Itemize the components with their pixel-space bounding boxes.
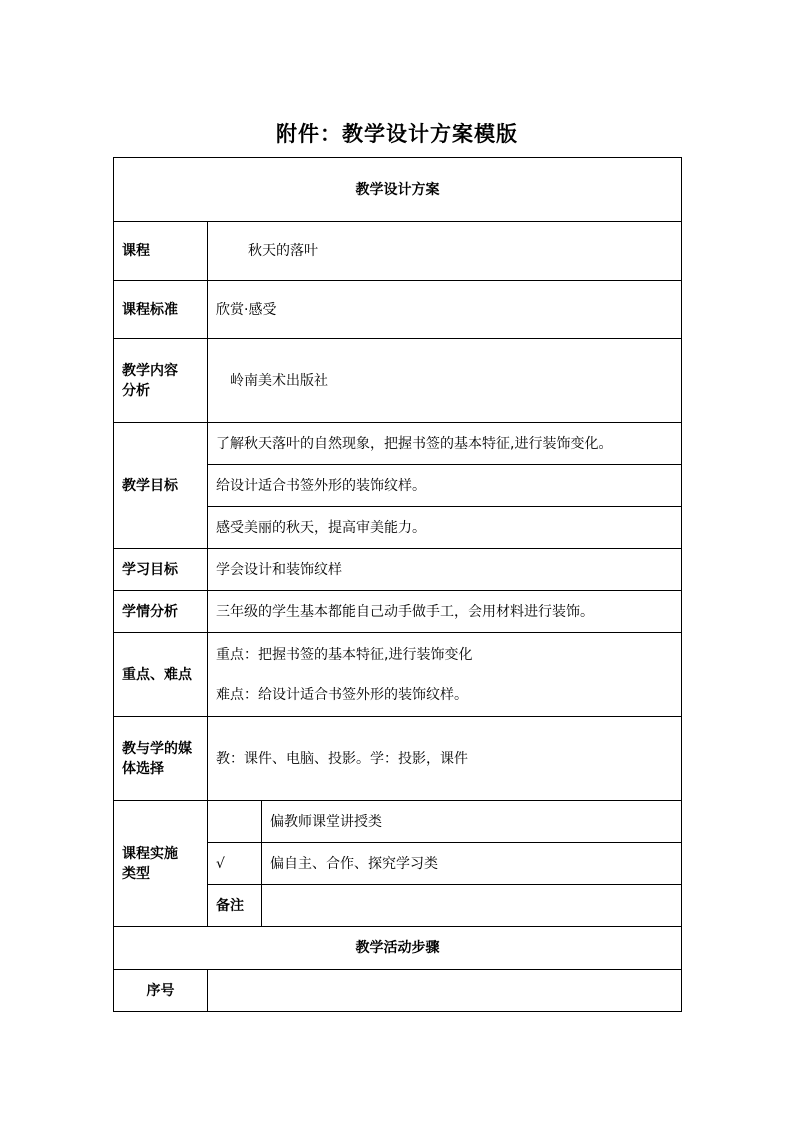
type-opt2-text: 偏自主、合作、探究学习类 (262, 843, 682, 885)
standard-label: 课程标准 (114, 281, 208, 339)
goal-1: 了解秋天落叶的自然现象，把握书签的基本特征,进行装饰变化。 (208, 423, 682, 465)
table-row (114, 717, 682, 801)
type-label-line2: 类型 (122, 865, 150, 882)
table-row (114, 801, 682, 843)
remark-value (262, 885, 682, 927)
steps-header: 教学活动步骤 (114, 927, 682, 970)
table-row (114, 423, 682, 465)
course-label: 课程 (114, 222, 208, 281)
table-row (114, 281, 682, 339)
page-title: 附件：教学设计方案模版 (276, 122, 518, 146)
content-label-line1: 教学内容 (122, 362, 178, 379)
table-header: 教学设计方案 (114, 158, 682, 222)
media-label (114, 717, 208, 801)
media-label-line1: 教与学的媒 (122, 740, 192, 757)
table-row (114, 591, 682, 633)
table-row (114, 927, 682, 970)
goal-2: 给设计适合书签外形的装饰纹样。 (208, 465, 682, 507)
type-opt1-mark (208, 801, 262, 843)
media-value: 教：课件、电脑、投影。学：投影，课件 (208, 717, 682, 801)
course-value: 秋天的落叶 (208, 222, 682, 281)
hard-point: 难点：给设计适合书签外形的装饰纹样。 (216, 686, 468, 703)
learn-goal-label: 学习目标 (114, 549, 208, 591)
learn-goal-value: 学会设计和装饰纹样 (208, 549, 682, 591)
type-label (114, 801, 208, 927)
table-row (114, 339, 682, 423)
remark-label: 备注 (208, 885, 262, 927)
table-row (114, 633, 682, 717)
goal-label: 教学目标 (114, 423, 208, 549)
key-hard-cell (208, 633, 682, 717)
content-label-line2: 分析 (122, 382, 150, 399)
type-opt1-text: 偏教师课堂讲授类 (262, 801, 682, 843)
key-point: 重点：把握书签的基本特征,进行装饰变化 (216, 646, 473, 663)
table-row (114, 158, 682, 222)
analysis-value: 三年级的学生基本都能自己动手做手工，会用材料进行装饰。 (208, 591, 682, 633)
seq-label: 序号 (114, 970, 208, 1012)
seq-value (208, 970, 682, 1012)
table-row (114, 549, 682, 591)
type-opt2-mark: √ (208, 843, 262, 885)
media-label-line2: 体选择 (122, 760, 164, 777)
analysis-label: 学情分析 (114, 591, 208, 633)
table-row (114, 222, 682, 281)
content-value: 岭南美术出版社 (208, 339, 682, 423)
type-label-line1: 课程实施 (122, 845, 178, 862)
design-plan-table (113, 157, 682, 1012)
key-label: 重点、难点 (114, 633, 208, 717)
content-label (114, 339, 208, 423)
goal-3: 感受美丽的秋天，提高审美能力。 (208, 507, 682, 549)
standard-value: 欣赏·感受 (208, 281, 682, 339)
table-row (114, 970, 682, 1012)
